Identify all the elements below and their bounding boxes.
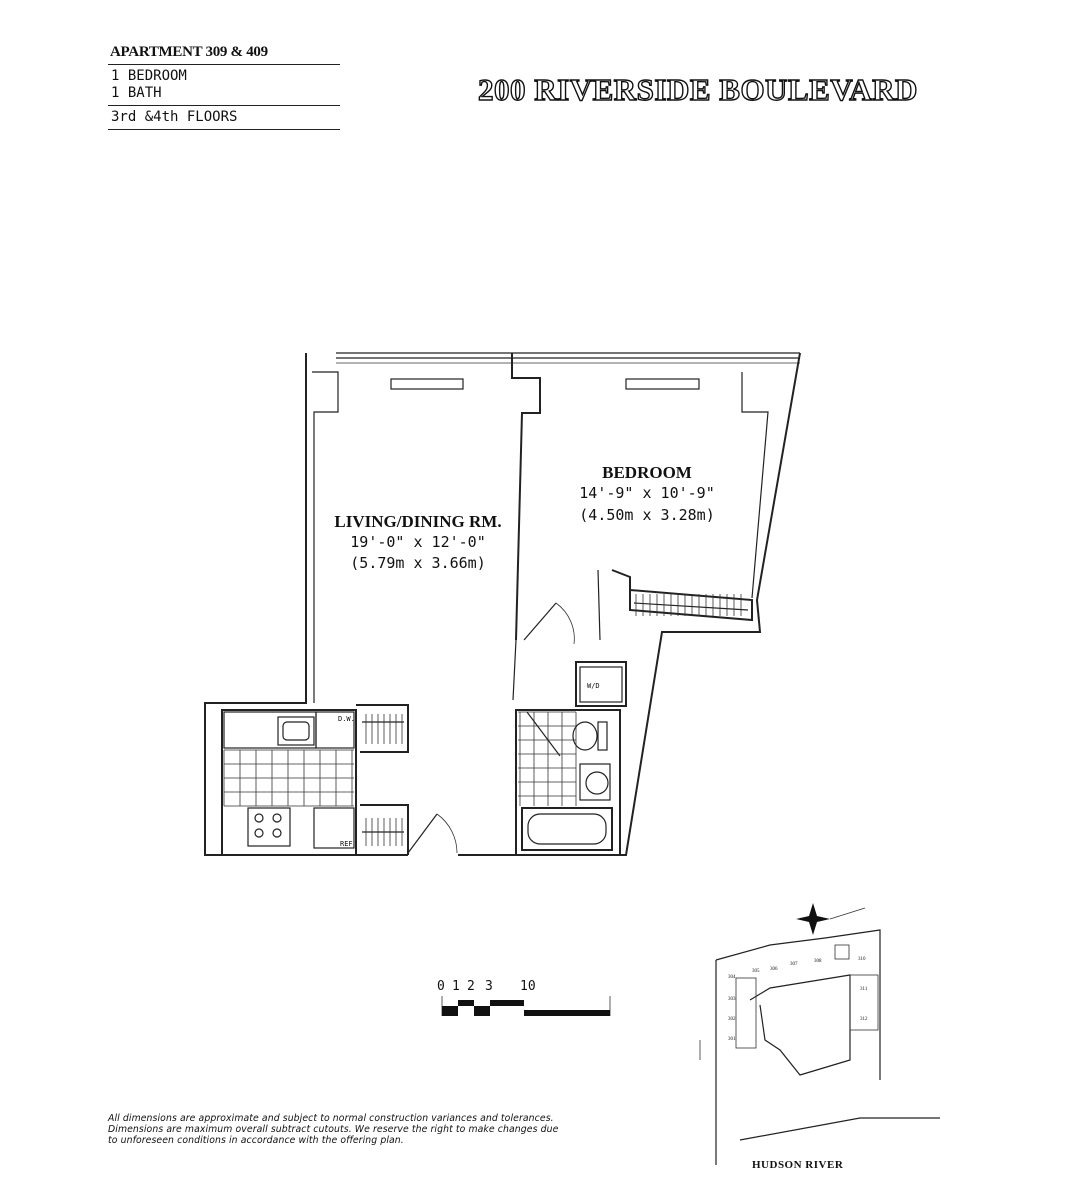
hudson-river-label: HUDSON RIVER	[752, 1159, 844, 1171]
apartment-title: APARTMENT 309 & 409	[108, 44, 340, 65]
bath-count: 1 BATH	[111, 85, 162, 101]
living-room-size: 19'-0" x 12'-0"	[350, 533, 486, 551]
key-plan-unit-305: 305	[752, 969, 760, 974]
entry-door	[408, 814, 457, 853]
building-address: 200 RIVERSIDE BOULEVARD	[478, 72, 918, 107]
disclaimer-line-2: Dimensions are maximum overall subtract cutouts. We reserve the right to make changes due	[108, 1124, 559, 1135]
floors-info: 3rd &4th FLOORS	[108, 106, 340, 130]
key-plan-unit-308: 308	[814, 959, 822, 964]
bedroom-closet	[598, 570, 752, 640]
scale-tick-0: 0	[437, 979, 445, 994]
compass-icon	[796, 903, 865, 935]
key-plan-unit-304: 304	[728, 975, 736, 980]
scale-tick-2: 2	[467, 979, 475, 994]
washer-dryer-label: W/D	[587, 682, 600, 690]
bedroom-size: 14'-9" x 10'-9"	[579, 484, 715, 502]
washer-dryer	[576, 662, 626, 706]
living-room-label	[334, 512, 501, 572]
scale-tick-3: 3	[485, 979, 493, 994]
scale-tick-5: 10	[520, 979, 536, 994]
key-plan-unit-312: 312	[860, 1017, 868, 1022]
bedroom-label	[579, 463, 714, 524]
key-plan-unit-310: 310	[858, 957, 866, 962]
dishwasher-label: D.W.	[338, 715, 355, 723]
bedroom-count: 1 BEDROOM	[111, 68, 187, 84]
key-plan-unit-302: 302	[728, 1017, 736, 1022]
living-room-name: LIVING/DINING RM.	[334, 512, 502, 531]
bedroom-size-metric: (4.50m x 3.28m)	[579, 506, 715, 524]
refrigerator-label: REF	[340, 840, 353, 848]
disclaimer-line-1: All dimensions are approximate and subject to normal construction variances and tolerances.	[108, 1113, 554, 1124]
bedroom-name: BEDROOM	[602, 463, 692, 482]
disclaimer-line-3: to unforeseen conditions in accordance with the offering plan.	[108, 1135, 404, 1146]
entry-closets	[356, 705, 408, 855]
key-plan-unit-311: 311	[860, 987, 868, 992]
key-plan-unit-306: 306	[770, 967, 778, 972]
key-plan-unit-301: 301	[728, 1037, 736, 1042]
exterior-walls	[205, 353, 800, 855]
key-plan	[700, 903, 940, 1165]
scale-tick-1: 1	[452, 979, 460, 994]
bathroom	[516, 710, 620, 855]
key-plan-unit-303: 303	[728, 997, 736, 1002]
kitchen	[222, 710, 356, 855]
disclaimer-text	[108, 1113, 668, 1146]
living-room-size-metric: (5.79m x 3.66m)	[350, 554, 486, 572]
bedroom-door	[524, 603, 574, 644]
scale-bar	[437, 979, 610, 1016]
key-plan-unit-307: 307	[790, 962, 798, 967]
